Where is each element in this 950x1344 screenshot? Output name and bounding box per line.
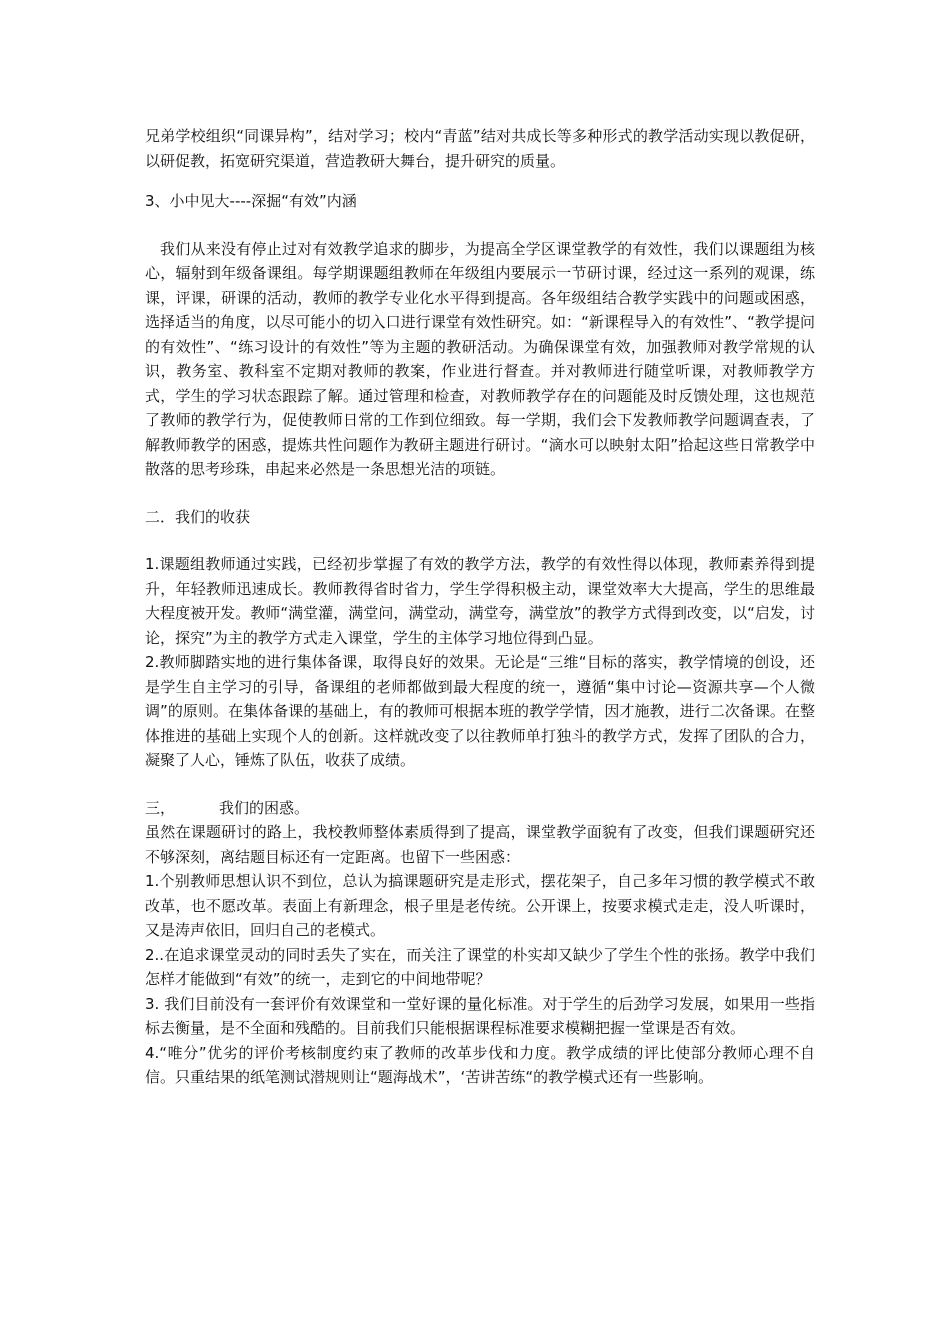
section3-title: 3、小中见大----深掘“有效”内涵 <box>145 192 357 210</box>
document-page <box>145 124 815 1090</box>
heading-confusion <box>145 796 815 821</box>
heading-confusion-number: 三， <box>145 798 176 817</box>
spacer <box>145 214 815 237</box>
confusion-intro: 虽然在课题研讨的路上，我校教师整体素质得到了提高，课堂教学面貌有了改变，但我们课题研究还不够深刻，离结题目标还有一定距离。也留下一些困惑： <box>145 823 815 866</box>
harvest-item-2: 2.教师脚踏实地的进行集体备课，取得良好的效果。无论是“三维“目标的落实，教学情境的创设，还是学生自主学习的引导，备课组的老师都做到最大程度的统一，遵循“集中讨论—资源共享—个人微调”的原则。在集体备课的基础上，有的教师可根据本班的教学学情，因才施教，进行二次备课。在整体推进的基础上实现个人的创新。这样就改变了以往教师单打独斗的教学方式，发挥了团队的合力，凝聚了人心，锤炼了队伍，收获了成绩。 <box>145 653 815 769</box>
harvest-item-1: 1.课题组教师通过实践，已经初步掌握了有效的教学方法，教学的有效性得以体现，教师素养得到提升，年轻教师迅速成长。教师教得省时省力，学生学得积极主动，课堂效率大大提高，学生的思维最大程度被开发。教师“满堂灌，满堂问，满堂动，满堂夸，满堂放”的教学方式得到改变，以“启发，讨论，探究”为主的教学方式走入课堂，学生的主体学习地位得到凸显。 <box>145 555 815 647</box>
confusion-item-1: 1.个别教师思想认识不到位，总认为搞课题研究是走形式，摆花架子，自己多年习惯的教学模式不敢改革，也不愿改革。表面上有新理念，根子里是老传统。公开课上，按要求模式走走，没人听课时，又是涛声依旧，回归自己的老模式。 <box>145 872 815 939</box>
spacer <box>145 482 815 505</box>
spacer <box>145 773 815 796</box>
section3-paragraph: 我们从来没有停止过对有效教学追求的脚步，为提高全学区课堂教学的有效性，我们以课题组为核心，辐射到年级备课组。每学期课题组教师在年级组内要展示一节研讨课，经过这一系列的观课，练课，评课，研课的活动，教师的教学专业化水平得到提高。各年级组结合教学实践中的问题或困惑，选择适当的角度，以尽可能小的切入口进行课堂有效性研究。如：“新课程导入的有效性”、“教学提问的有效性”、“练习设计的有效性”等为主题的教研活动。为确保课堂有效，加强教师对教学常规的认识，教务室、教科室不定期对教师的教案，作业进行督查。并对教师进行随堂听课，对教师教学方式，学生的学习状态跟踪了解。通过管理和检查，对教师教学存在的问题能及时反馈处理，这也规范了教师的教学行为，促使教师日常的工作到位细致。每一学期，我们会下发教师教学问题调查表，了解教师教学的困惑，提炼共性问题作为教研主题进行研讨。“滴水可以映射太阳”拾起这些日常教学中散落的思考珍珠，串起来必然是一条思想光洁的项链。 <box>145 239 815 478</box>
spacer <box>145 173 815 189</box>
heading-harvest: 二．我们的收获 <box>145 507 251 526</box>
confusion-item-4: 4.“唯分”优劣的评价考核制度约束了教师的改革步伐和力度。教学成绩的评比使部分教师心理不自信。只重结果的纸笔测试潜规则让“题海战术”，‘苦讲苦练“的教学模式还有一些影响。 <box>145 1043 815 1086</box>
confusion-item-2: 2..在追求课堂灵动的同时丢失了实在，而关注了课堂的朴实却又缺少了学生个性的张扬。教学中我们怎样才能做到“有效”的统一，走到它的中间地带呢？ <box>145 945 815 988</box>
spacer <box>145 529 815 552</box>
intro-paragraph: 兄弟学校组织“同课异构”，结对学习；校内“青蓝”结对共成长等多种形式的教学活动实现以教促研，以研促教，拓宽研究渠道，营造教研大舞台，提升研究的质量。 <box>145 127 815 170</box>
confusion-item-3: 3. 我们目前没有一套评价有效课堂和一堂好课的量化标准。对于学生的后劲学习发展，如果用一些指标去衡量，是不全面和残酷的。目前我们只能根据课程标准要求模糊把握一堂课是否有效。 <box>145 994 815 1037</box>
heading-confusion-title: 我们的困惑。 <box>219 798 310 817</box>
